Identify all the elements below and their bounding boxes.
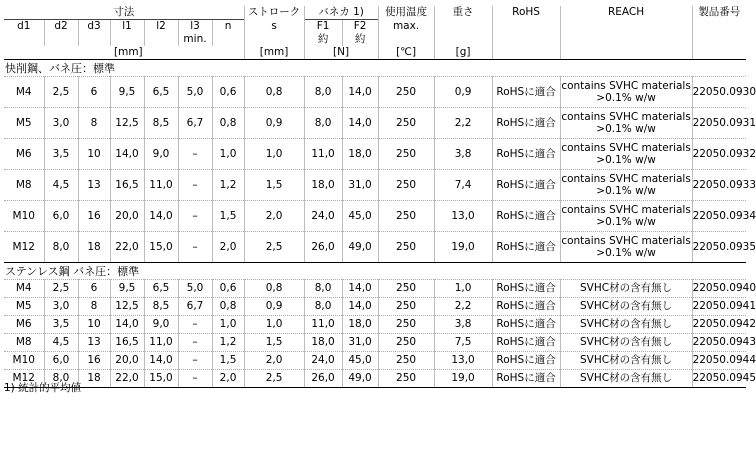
col-max: max. — [378, 20, 434, 34]
cell-d1: M10 — [4, 352, 44, 370]
temperature-header: 使用温度 — [378, 6, 434, 20]
table-row — [4, 352, 746, 370]
cell-l2: 8,5 — [144, 108, 178, 139]
cell-d2: 3,5 — [44, 316, 78, 334]
cell-n: 0,6 — [212, 77, 244, 108]
col-l3-sub: min. — [178, 33, 212, 46]
cell-f2: 31,0 — [342, 170, 378, 201]
cell-l3: – — [178, 232, 212, 263]
stroke-header: ストローク — [244, 6, 304, 20]
cell-l2: 9,0 — [144, 139, 178, 170]
cell-d2: 3,0 — [44, 298, 78, 316]
cell-d1: M5 — [4, 298, 44, 316]
cell-rohs: RoHSに適合 — [492, 139, 560, 170]
cell-f2: 49,0 — [342, 232, 378, 263]
col-s: s — [244, 20, 304, 34]
cell-weight: 19,0 — [434, 370, 492, 388]
cell-rohs: RoHSに適合 — [492, 370, 560, 388]
table-row — [4, 201, 746, 232]
cell-f1: 11,0 — [304, 316, 342, 334]
cell-l1: 9,5 — [110, 77, 144, 108]
reach-line-1: contains SVHC materials — [561, 204, 691, 216]
cell-d3: 6 — [78, 280, 110, 298]
cell-n: 0,8 — [212, 298, 244, 316]
cell-part: 22050.0945 — [692, 370, 746, 388]
section-title-free-cutting-steel: 快削鋼、バネ圧：標準 — [4, 60, 746, 77]
table-row — [4, 139, 746, 170]
cell-weight: 19,0 — [434, 232, 492, 263]
cell-reach — [560, 108, 692, 139]
cell-d3: 10 — [78, 316, 110, 334]
col-l2: l2 — [144, 20, 178, 34]
cell-l1: 20,0 — [110, 352, 144, 370]
cell-f2: 14,0 — [342, 280, 378, 298]
cell-d2: 8,0 — [44, 370, 78, 388]
cell-n: 1,0 — [212, 316, 244, 334]
cell-d1: M8 — [4, 334, 44, 352]
cell-temp: 250 — [378, 139, 434, 170]
unit-mm-stroke: [mm] — [244, 46, 304, 60]
cell-n: 1,0 — [212, 139, 244, 170]
cell-l2: 6,5 — [144, 280, 178, 298]
part-number-header: 製品番号 — [692, 6, 746, 20]
cell-weight: 2,2 — [434, 108, 492, 139]
cell-f1: 24,0 — [304, 201, 342, 232]
cell-weight: 3,8 — [434, 139, 492, 170]
cell-l2: 14,0 — [144, 201, 178, 232]
cell-n: 1,2 — [212, 334, 244, 352]
cell-d1: M4 — [4, 77, 44, 108]
cell-rohs: RoHSに適合 — [492, 201, 560, 232]
table-row — [4, 370, 746, 388]
cell-weight: 13,0 — [434, 352, 492, 370]
cell-n: 0,8 — [212, 108, 244, 139]
cell-d3: 6 — [78, 77, 110, 108]
section-title-stainless-steel: ステンレス鋼 バネ圧：標準 — [4, 263, 746, 280]
weight-header: 重さ — [434, 6, 492, 20]
cell-reach: SVHC材の含有無し — [560, 316, 692, 334]
cell-weight: 0,9 — [434, 77, 492, 108]
cell-rohs: RoHSに適合 — [492, 170, 560, 201]
cell-f1: 8,0 — [304, 108, 342, 139]
cell-l1: 9,5 — [110, 280, 144, 298]
cell-d1: M8 — [4, 170, 44, 201]
cell-temp: 250 — [378, 352, 434, 370]
table-row — [4, 108, 746, 139]
cell-l3: – — [178, 201, 212, 232]
cell-d1: M4 — [4, 280, 44, 298]
cell-rohs: RoHSに適合 — [492, 298, 560, 316]
cell-d2: 4,5 — [44, 170, 78, 201]
cell-f2: 14,0 — [342, 77, 378, 108]
cell-f1: 8,0 — [304, 298, 342, 316]
cell-temp: 250 — [378, 334, 434, 352]
table-row — [4, 316, 746, 334]
cell-f1: 24,0 — [304, 352, 342, 370]
cell-reach: SVHC材の含有無し — [560, 352, 692, 370]
footnote: 1) 統計的平均値 — [4, 382, 82, 394]
unit-c: [℃] — [378, 46, 434, 60]
dimensions-header: 寸法 — [113, 6, 135, 18]
cell-s: 1,0 — [244, 139, 304, 170]
cell-l2: 6,5 — [144, 77, 178, 108]
cell-temp: 250 — [378, 232, 434, 263]
cell-f2: 49,0 — [342, 370, 378, 388]
cell-temp: 250 — [378, 370, 434, 388]
cell-reach: SVHC材の含有無し — [560, 298, 692, 316]
cell-reach — [560, 201, 692, 232]
cell-l1: 22,0 — [110, 232, 144, 263]
table-row — [4, 280, 746, 298]
rohs-header: RoHS — [492, 6, 560, 20]
reach-line-1: contains SVHC materials — [561, 142, 691, 154]
table-row — [4, 232, 746, 263]
cell-l1: 22,0 — [110, 370, 144, 388]
cell-f1: 11,0 — [304, 139, 342, 170]
cell-temp: 250 — [378, 298, 434, 316]
cell-d3: 13 — [78, 334, 110, 352]
cell-temp: 250 — [378, 316, 434, 334]
cell-reach — [560, 77, 692, 108]
cell-d2: 8,0 — [44, 232, 78, 263]
cell-part: 22050.0932 — [692, 139, 746, 170]
reach-line-1: contains SVHC materials — [561, 173, 691, 185]
cell-l1: 12,5 — [110, 298, 144, 316]
cell-f1: 8,0 — [304, 77, 342, 108]
cell-d3: 8 — [78, 108, 110, 139]
cell-f2: 31,0 — [342, 334, 378, 352]
cell-f1: 18,0 — [304, 334, 342, 352]
cell-d2: 6,0 — [44, 352, 78, 370]
cell-weight: 2,2 — [434, 298, 492, 316]
reach-line-1: contains SVHC materials — [561, 111, 691, 123]
reach-line-2: >0.1% w/w — [596, 92, 656, 104]
cell-part: 22050.0942 — [692, 316, 746, 334]
cell-d3: 8 — [78, 298, 110, 316]
col-l1: l1 — [110, 20, 144, 34]
cell-l3: 5,0 — [178, 77, 212, 108]
cell-l3: – — [178, 139, 212, 170]
cell-s: 0,9 — [244, 108, 304, 139]
cell-part: 22050.0941 — [692, 298, 746, 316]
cell-d1: M6 — [4, 139, 44, 170]
spec-table — [4, 6, 756, 388]
cell-l3: 6,7 — [178, 108, 212, 139]
cell-d2: 2,5 — [44, 77, 78, 108]
cell-f1: 26,0 — [304, 232, 342, 263]
cell-l2: 8,5 — [144, 298, 178, 316]
cell-rohs: RoHSに適合 — [492, 280, 560, 298]
reach-line-2: >0.1% w/w — [596, 216, 656, 228]
cell-l3: – — [178, 170, 212, 201]
cell-n: 2,0 — [212, 370, 244, 388]
cell-temp: 250 — [378, 201, 434, 232]
cell-f2: 14,0 — [342, 298, 378, 316]
reach-line-2: >0.1% w/w — [596, 154, 656, 166]
cell-f2: 45,0 — [342, 352, 378, 370]
cell-part: 22050.0940 — [692, 280, 746, 298]
cell-l1: 12,5 — [110, 108, 144, 139]
reach-line-2: >0.1% w/w — [596, 123, 656, 135]
cell-rohs: RoHSに適合 — [492, 316, 560, 334]
col-l3: l3 — [178, 20, 212, 34]
cell-l1: 16,5 — [110, 334, 144, 352]
cell-weight: 1,0 — [434, 280, 492, 298]
cell-d1: M12 — [4, 232, 44, 263]
unit-mm: [mm] — [4, 46, 244, 60]
col-d2: d2 — [44, 20, 78, 34]
col-d1: d1 — [4, 20, 44, 34]
cell-rohs: RoHSに適合 — [492, 77, 560, 108]
table-row — [4, 170, 746, 201]
cell-n: 1,2 — [212, 170, 244, 201]
unit-g: [g] — [434, 46, 492, 60]
reach-line-1: contains SVHC materials — [561, 235, 691, 247]
cell-f2: 14,0 — [342, 108, 378, 139]
col-f2-sub: 約 — [342, 33, 378, 46]
cell-reach — [560, 139, 692, 170]
cell-temp: 250 — [378, 77, 434, 108]
col-f1-sub: 約 — [304, 33, 342, 46]
table-row — [4, 77, 746, 108]
cell-l3: 6,7 — [178, 298, 212, 316]
cell-rohs: RoHSに適合 — [492, 108, 560, 139]
cell-part: 22050.0943 — [692, 334, 746, 352]
cell-f2: 18,0 — [342, 139, 378, 170]
cell-n: 2,0 — [212, 232, 244, 263]
cell-s: 2,5 — [244, 232, 304, 263]
cell-n: 1,5 — [212, 201, 244, 232]
col-f2: F2 — [342, 20, 378, 34]
cell-l2: 15,0 — [144, 232, 178, 263]
cell-d1: M5 — [4, 108, 44, 139]
cell-reach — [560, 170, 692, 201]
cell-part: 22050.0931 — [692, 108, 746, 139]
col-n: n — [212, 20, 244, 34]
reach-line-1: contains SVHC materials — [561, 80, 691, 92]
cell-l3: – — [178, 316, 212, 334]
cell-d3: 16 — [78, 352, 110, 370]
cell-s: 1,0 — [244, 316, 304, 334]
cell-l2: 11,0 — [144, 170, 178, 201]
unit-n: [N] — [304, 46, 378, 60]
cell-part: 22050.0944 — [692, 352, 746, 370]
cell-d1: M12 — [4, 370, 44, 388]
cell-f1: 8,0 — [304, 280, 342, 298]
cell-reach: SVHC材の含有無し — [560, 334, 692, 352]
cell-rohs: RoHSに適合 — [492, 334, 560, 352]
table-row — [4, 334, 746, 352]
cell-d2: 3,0 — [44, 108, 78, 139]
cell-f1: 18,0 — [304, 170, 342, 201]
cell-d2: 3,5 — [44, 139, 78, 170]
cell-weight: 13,0 — [434, 201, 492, 232]
reach-line-2: >0.1% w/w — [596, 185, 656, 197]
cell-s: 0,8 — [244, 77, 304, 108]
cell-s: 2,0 — [244, 201, 304, 232]
cell-l3: – — [178, 352, 212, 370]
cell-n: 0,6 — [212, 280, 244, 298]
cell-l3: 5,0 — [178, 280, 212, 298]
cell-l3: – — [178, 370, 212, 388]
cell-s: 1,5 — [244, 170, 304, 201]
cell-d3: 18 — [78, 232, 110, 263]
cell-temp: 250 — [378, 170, 434, 201]
cell-s: 1,5 — [244, 334, 304, 352]
cell-l2: 14,0 — [144, 352, 178, 370]
col-f1: F1 — [304, 20, 342, 34]
cell-d1: M6 — [4, 316, 44, 334]
cell-d3: 16 — [78, 201, 110, 232]
reach-header: REACH — [560, 6, 692, 20]
cell-d1: M10 — [4, 201, 44, 232]
cell-rohs: RoHSに適合 — [492, 232, 560, 263]
cell-weight: 7,5 — [434, 334, 492, 352]
cell-f1: 26,0 — [304, 370, 342, 388]
cell-d2: 4,5 — [44, 334, 78, 352]
cell-part: 22050.0934 — [692, 201, 746, 232]
cell-d3: 10 — [78, 139, 110, 170]
cell-l1: 20,0 — [110, 201, 144, 232]
cell-f2: 45,0 — [342, 201, 378, 232]
cell-reach — [560, 232, 692, 263]
cell-n: 1,5 — [212, 352, 244, 370]
cell-s: 2,0 — [244, 352, 304, 370]
table-row — [4, 298, 746, 316]
cell-temp: 250 — [378, 108, 434, 139]
cell-l1: 14,0 — [110, 139, 144, 170]
cell-s: 0,8 — [244, 280, 304, 298]
cell-d3: 18 — [78, 370, 110, 388]
cell-f2: 18,0 — [342, 316, 378, 334]
cell-l2: 11,0 — [144, 334, 178, 352]
cell-part: 22050.0930 — [692, 77, 746, 108]
cell-s: 2,5 — [244, 370, 304, 388]
cell-s: 0,9 — [244, 298, 304, 316]
spring-force-header: バネカ 1) — [304, 6, 378, 20]
cell-d3: 13 — [78, 170, 110, 201]
cell-part: 22050.0935 — [692, 232, 746, 263]
cell-l2: 9,0 — [144, 316, 178, 334]
cell-l2: 15,0 — [144, 370, 178, 388]
cell-d2: 6,0 — [44, 201, 78, 232]
cell-l1: 16,5 — [110, 170, 144, 201]
cell-d2: 2,5 — [44, 280, 78, 298]
cell-temp: 250 — [378, 280, 434, 298]
cell-reach: SVHC材の含有無し — [560, 280, 692, 298]
cell-reach: SVHC材の含有無し — [560, 370, 692, 388]
cell-part: 22050.0933 — [692, 170, 746, 201]
col-d3: d3 — [78, 20, 110, 34]
reach-line-2: >0.1% w/w — [596, 247, 656, 259]
cell-rohs: RoHSに適合 — [492, 352, 560, 370]
cell-weight: 3,8 — [434, 316, 492, 334]
cell-weight: 7,4 — [434, 170, 492, 201]
cell-l1: 14,0 — [110, 316, 144, 334]
cell-l3: – — [178, 334, 212, 352]
